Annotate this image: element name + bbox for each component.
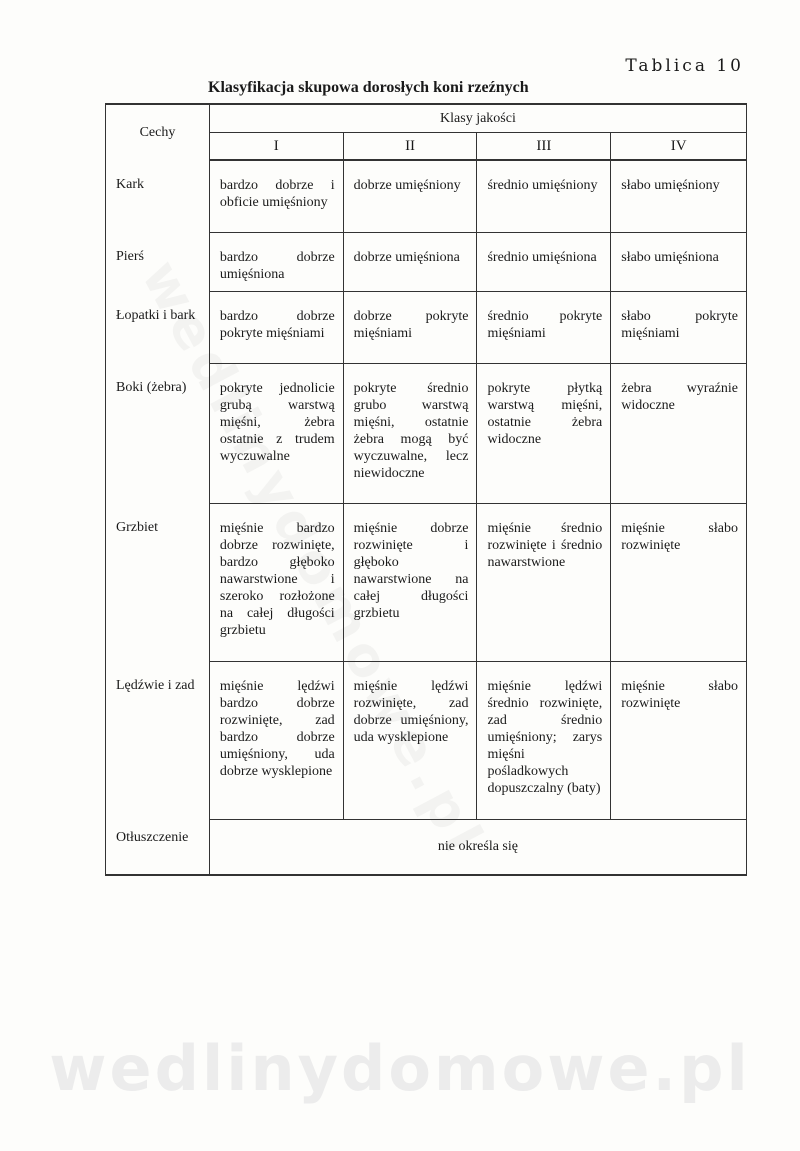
cell-class-1: mięśnie lędźwi bardzo dobrze rozwinięte, zad bardzo dobrze umięśniony, uda dobrze wysklepione (209, 661, 343, 819)
row-feature: Boki (żebra) (106, 363, 210, 503)
cell-class-1: bardzo dobrze pokryte mięśniami (209, 291, 343, 363)
row-feature: Otłuszczenie (106, 819, 210, 875)
cell-class-2: mięśnie lędźwi rozwinięte, zad dobrze umięśniony, uda wysklepione (343, 661, 477, 819)
table-row (106, 363, 747, 503)
cell-class-3: średnio umięśniony (477, 160, 611, 232)
cell-class-3: średnio pokryte mięśniami (477, 291, 611, 363)
cell-class-4: słabo pokryte mięśniami (611, 291, 747, 363)
cell-class-1: bardzo dobrze i obficie umięśniony (209, 160, 343, 232)
cell-class-3: mięśnie średnio rozwinięte i średnio nawarstwione (477, 503, 611, 661)
cell-class-3: pokryte płytką warstwą mięśni, ostatnie żebra widoczne (477, 363, 611, 503)
watermark: wedlinydomowe.pl (49, 1032, 751, 1105)
table-row (106, 503, 747, 661)
cell-class-4: słabo umięśniony (611, 160, 747, 232)
cell-class-2: mięśnie dobrze rozwinięte i głęboko nawarstwione na całej długości grzbietu (343, 503, 477, 661)
table-title: Klasyfikacja skupowa dorosłych koni rzeźnych (208, 79, 529, 96)
cell-class-4: żebra wyraźnie widoczne (611, 363, 747, 503)
cell-class-2: dobrze umięśniona (343, 232, 477, 291)
cell-class-1: pokryte jednolicie grubą warstwą mięśni, żebra ostatnie z trudem wyczuwalne (209, 363, 343, 503)
cell-class-2: dobrze pokryte mięśniami (343, 291, 477, 363)
cell-class-1: mięśnie bardzo dobrze rozwinięte, bardzo głęboko nawarstwione i szeroko rozłożone na całej długości grzbietu (209, 503, 343, 661)
cell-class-4: mięśnie słabo rozwinięte (611, 503, 747, 661)
table-row (106, 232, 747, 291)
header-quality-classes: Klasy jakości (209, 104, 746, 133)
table-row (106, 819, 747, 875)
table-number: Tablica 10 (625, 56, 744, 76)
row-feature: Łopatki i bark (106, 291, 210, 363)
table-row (106, 160, 747, 232)
row-feature: Lędźwie i zad (106, 661, 210, 819)
header-class-1: I (209, 133, 343, 161)
table-row (106, 661, 747, 819)
row-feature: Grzbiet (106, 503, 210, 661)
header-class-4: IV (611, 133, 747, 161)
table-row (106, 291, 747, 363)
header-features: Cechy (106, 104, 210, 160)
header-class-2: II (343, 133, 477, 161)
cell-class-2: pokryte średnio grubo warstwą mięśni, ostatnie żebra mogą być wyczuwalne, lecz niewidoczne (343, 363, 477, 503)
row-feature: Pierś (106, 232, 210, 291)
cell-class-1: bardzo dobrze umięśniona (209, 232, 343, 291)
cell-class-3: średnio umięśniona (477, 232, 611, 291)
cell-class-3: mięśnie lędźwi średnio rozwinięte, zad średnio umięśniony; zarys mięśni pośladkowych dopuszczalny (baty) (477, 661, 611, 819)
header-class-3: III (477, 133, 611, 161)
merged-cell: nie określa się (209, 819, 746, 875)
classification-table (105, 103, 747, 876)
row-feature: Kark (106, 160, 210, 232)
cell-class-4: słabo umięśniona (611, 232, 747, 291)
cell-class-4: mięśnie słabo rozwinięte (611, 661, 747, 819)
cell-class-2: dobrze umięśniony (343, 160, 477, 232)
